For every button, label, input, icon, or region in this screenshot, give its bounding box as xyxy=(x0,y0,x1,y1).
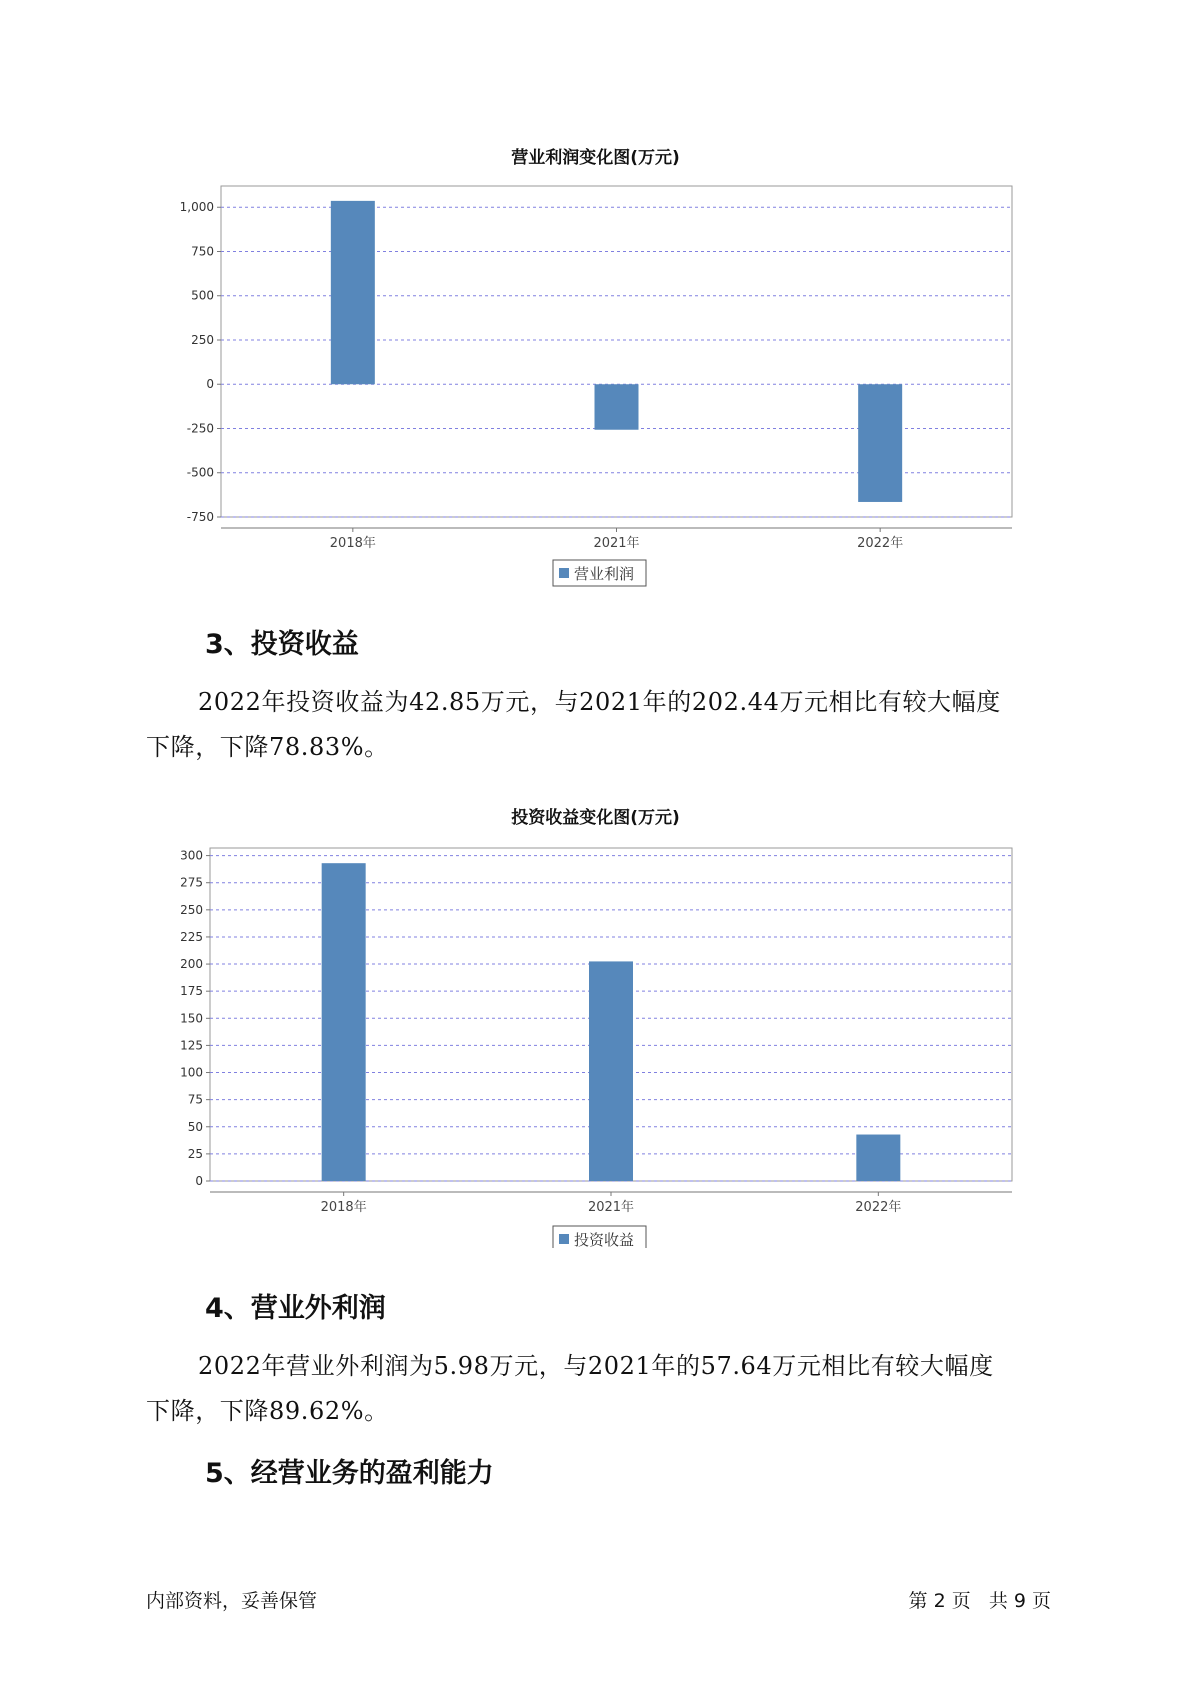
legend-swatch xyxy=(559,1234,569,1244)
x-tick-label: 2022年 xyxy=(857,536,904,551)
x-tick-label: 2022年 xyxy=(855,1200,902,1215)
y-tick-label: 125 xyxy=(180,1038,203,1053)
y-tick-label: 300 xyxy=(180,848,203,863)
y-tick-label: 200 xyxy=(180,957,203,972)
section-heading-investment-income: 3、投资收益 xyxy=(205,629,359,660)
paragraph-non-operating-profit xyxy=(146,1344,1066,1434)
y-tick-label: -250 xyxy=(186,421,214,436)
y-tick-label: 175 xyxy=(180,984,203,999)
bar xyxy=(322,863,366,1181)
section-heading-profitability: 5、经营业务的盈利能力 xyxy=(205,1458,494,1489)
section-heading-non-operating-profit: 4、营业外利润 xyxy=(205,1293,386,1324)
legend-swatch xyxy=(559,568,569,578)
chart-title-investment-income: 投资收益变化图(万元) xyxy=(511,808,680,828)
y-tick-label: 150 xyxy=(180,1011,203,1026)
x-tick-label: 2018年 xyxy=(329,536,376,551)
y-tick-label: 75 xyxy=(187,1092,203,1107)
footer-confidential: 内部资料，妥善保管 xyxy=(146,1590,318,1612)
x-tick-label: 2021年 xyxy=(587,1200,635,1215)
chart-title-operating-profit: 营业利润变化图(万元) xyxy=(511,148,680,168)
operating-profit-chart xyxy=(0,160,1191,600)
paragraph-line: 2022年营业外利润为5.98万元，与2021年的57.64万元相比有较大幅度 xyxy=(198,1352,994,1380)
y-tick-label: 0 xyxy=(206,377,214,392)
y-tick-label: 25 xyxy=(187,1146,203,1161)
y-tick-label: 750 xyxy=(191,244,214,259)
bar xyxy=(589,961,633,1181)
y-tick-label: 250 xyxy=(180,902,203,917)
paragraph-line: 下降，下降78.83%。 xyxy=(146,733,389,761)
bar xyxy=(856,1135,900,1181)
y-tick-label: 50 xyxy=(187,1119,203,1134)
paragraph-line: 下降，下降89.62%。 xyxy=(146,1397,389,1425)
y-tick-label: 275 xyxy=(180,875,203,890)
bar xyxy=(331,201,375,384)
paragraph-investment-income xyxy=(146,680,1066,770)
bar xyxy=(595,384,639,429)
paragraph-line: 2022年投资收益为42.85万元，与2021年的202.44万元相比有较大幅度 xyxy=(198,688,1001,716)
y-tick-label: 250 xyxy=(191,332,214,347)
y-tick-label: -750 xyxy=(186,510,214,524)
investment-income-chart xyxy=(0,828,1191,1248)
x-tick-label: 2018年 xyxy=(320,1200,367,1215)
x-tick-label: 2021年 xyxy=(593,536,640,551)
y-tick-label: 100 xyxy=(180,1065,203,1080)
y-tick-label: 1,000 xyxy=(179,200,214,215)
y-tick-label: 225 xyxy=(180,929,203,944)
legend-label: 投资收益 xyxy=(574,1231,635,1248)
legend-label: 营业利润 xyxy=(574,565,635,583)
y-tick-label: 500 xyxy=(191,288,214,303)
footer-page-number: 第 2 页 共 9 页 xyxy=(908,1590,1051,1612)
y-tick-label: 0 xyxy=(195,1174,203,1188)
y-tick-label: -500 xyxy=(186,465,214,480)
bar xyxy=(858,384,902,502)
